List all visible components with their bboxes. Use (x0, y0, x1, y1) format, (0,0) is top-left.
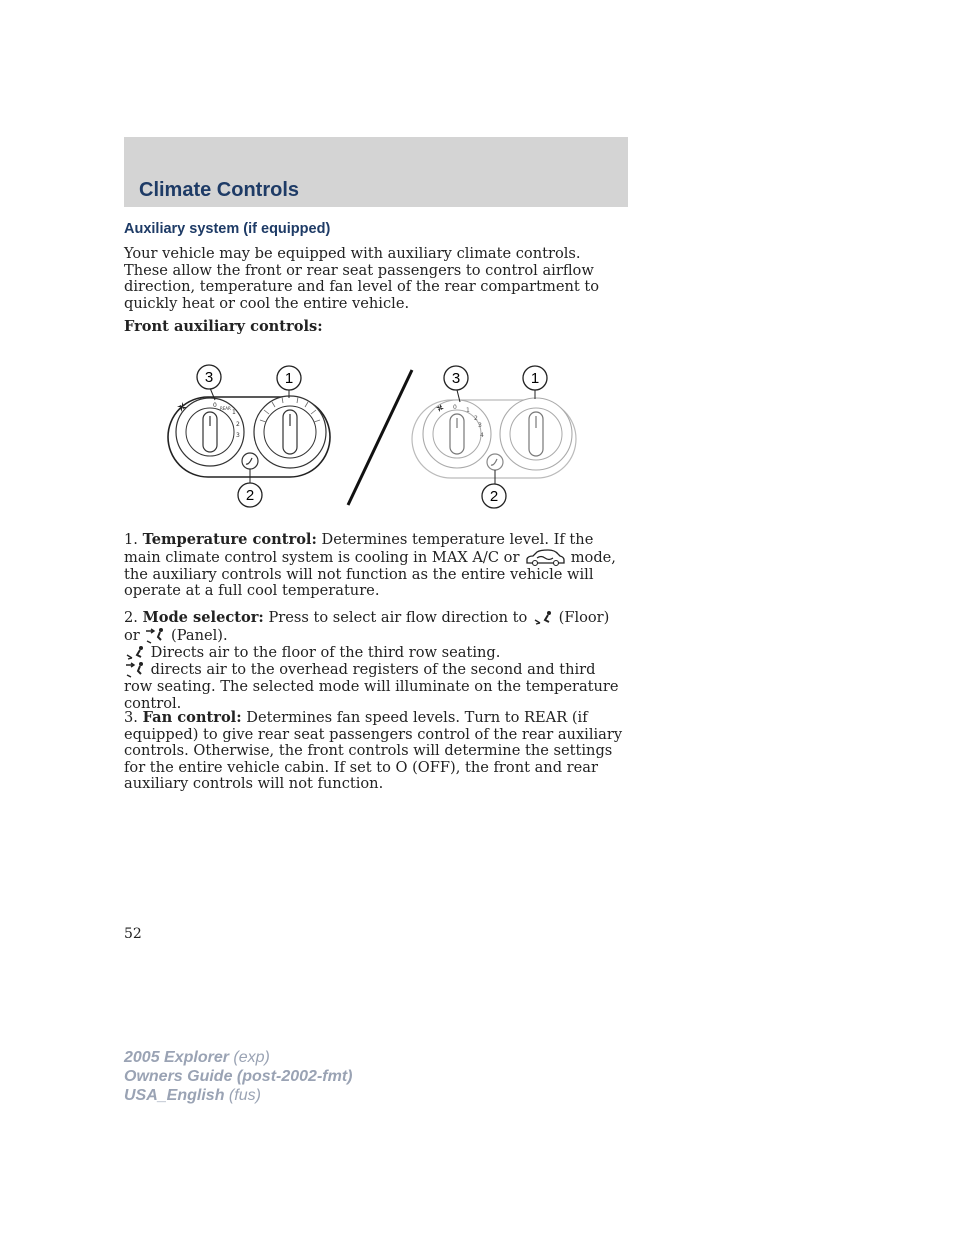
auxiliary-controls-diagram (160, 360, 590, 512)
item-title: Temperature control: (142, 531, 317, 548)
fan-dial-label: 2 (474, 415, 478, 422)
footer-locale: USA_English (124, 1087, 225, 1104)
panel-mode-icon (124, 661, 146, 679)
item-mode-selector (124, 610, 628, 712)
panel-mode-icon (144, 627, 166, 645)
callout-1: 1 (284, 370, 294, 387)
front-controls-label-text: Front auxiliary controls: (124, 318, 323, 335)
panel-mode-description: directs air to the overhead registers of the second and third row seating. The selected mode will illuminate on the temperature control. (124, 661, 619, 712)
document-footer (124, 1048, 352, 1105)
item-text: Determines fan speed levels. Turn to REAR (if equipped) to give rear seat passengers control of the rear auxiliary controls. Otherwise, the front controls will determine the settings for the entire vehicle cabin. If set to O (OFF), the front and rear auxiliary controls will not function. (124, 709, 623, 792)
callout-3: 3 (451, 370, 461, 387)
item-number: 1. (124, 531, 138, 548)
fan-dial-label: 3 (236, 432, 240, 439)
fan-dial-label: REAR (220, 406, 231, 411)
footer-model: 2005 Explorer (124, 1049, 229, 1066)
fan-dial-label: 1 (232, 409, 236, 416)
callout-2: 2 (245, 487, 255, 504)
diagram-divider (348, 370, 412, 505)
footer-model-code: (exp) (228, 1049, 270, 1066)
item-number: 2. (124, 609, 138, 626)
callout-3: 3 (204, 369, 214, 386)
fan-dial-label: 1 (466, 407, 470, 414)
callout-1: 1 (530, 370, 540, 387)
front-aux-panel-right (412, 366, 576, 508)
fan-dial-label: 0 (453, 404, 457, 411)
front-aux-panel-left (168, 365, 330, 507)
intro-paragraph: Your vehicle may be equipped with auxiliary climate controls. These allow the front or rear seat passengers to control airflow direction, temperature and fan level of the rear compartment to quickly heat or cool the entire vehicle. (124, 245, 600, 312)
floor-mode-icon (124, 645, 146, 661)
subsection-heading: Auxiliary system (if equipped) (124, 221, 331, 237)
item-fan-control (124, 710, 628, 793)
callout-2: 2 (489, 488, 499, 505)
fan-dial-label: 0 (213, 402, 217, 409)
floor-mode-icon (532, 610, 554, 626)
item-text: Press to select air flow direction to (263, 609, 532, 626)
item-text: mode, the auxiliary controls will not function as the entire vehicle will operate at a full cool temperature. (124, 548, 616, 599)
footer-guide: Owners Guide (post-2002-fmt) (124, 1068, 353, 1085)
item-text: (Panel). (166, 626, 228, 644)
item-text: (Floor) or (124, 609, 610, 644)
floor-mode-description: Directs air to the floor of the third row seating. (146, 643, 501, 661)
page-title: Climate Controls (139, 179, 300, 201)
max-ac-car-icon (524, 549, 566, 567)
item-temperature-control (124, 532, 628, 600)
section-header-band (124, 137, 628, 207)
item-number: 3. (124, 709, 138, 726)
page-number: 52 (124, 926, 142, 942)
fan-dial-label: 3 (478, 422, 482, 429)
front-controls-label (124, 319, 628, 336)
fan-dial-label: 2 (236, 421, 240, 428)
fan-dial-label: 4 (480, 432, 484, 439)
item-text: Determines temperature level. If the main climate control system is cooling in MAX A/C or (124, 531, 594, 566)
item-title: Fan control: (142, 709, 242, 726)
item-title: Mode selector: (142, 609, 264, 626)
footer-locale-code: (fus) (224, 1087, 261, 1104)
